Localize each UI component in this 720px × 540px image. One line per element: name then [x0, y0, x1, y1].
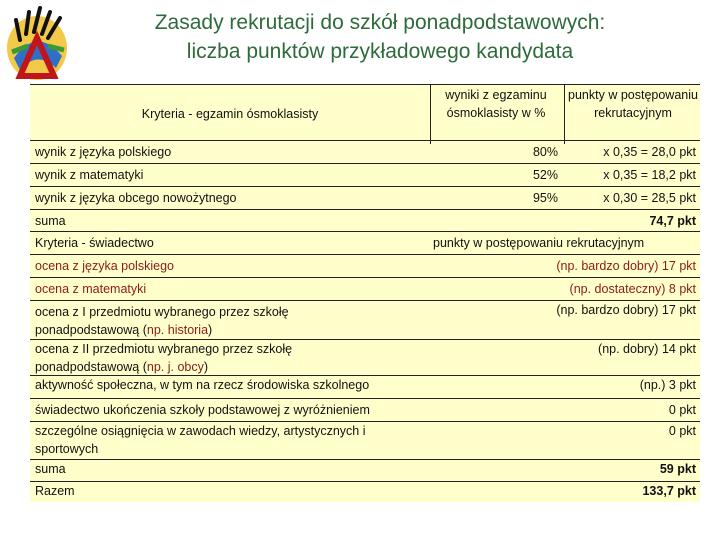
exam-row-percent: 95%: [532, 191, 558, 205]
cert-row-activity: [30, 375, 700, 398]
exam-sum-label: suma: [35, 214, 66, 228]
cert-row-label: świadectwo ukończenia szkoły podstawowej z wyróżnieniem: [35, 403, 370, 417]
cert-row-polish: [30, 254, 700, 277]
cert-row-label: ocena z matematyki: [35, 282, 147, 296]
certificate-sum-value: 59 pkt: [659, 462, 696, 476]
cert-row-value: (np. dostateczny) 8 pkt: [569, 282, 696, 296]
exam-row-math: [30, 163, 700, 186]
exam-row-label: wynik z matematyki: [35, 168, 144, 182]
page-title: [80, 8, 680, 66]
cert-row-label: szczególne osiągnięcia w zawodach wiedzy, artystycznych i sportowych: [35, 424, 366, 456]
cert-row-subject-2: [30, 339, 700, 378]
exam-row-points: x 0,35 = 18,2 pkt: [603, 168, 696, 182]
cert-row-value: 0 pkt: [668, 424, 696, 438]
cert-row-label: [35, 303, 335, 339]
points-table: [30, 84, 700, 502]
exam-row-label: wynik z języka obcego nowożytnego: [35, 191, 237, 205]
total-label: Razem: [35, 484, 75, 498]
title-line-1: Zasady rekrutacji do szkół ponadpodstawowych:: [154, 11, 606, 34]
cert-row-label-text: ocena z I przedmiotu wybranego przez szkołę ponadpodstawową (: [35, 305, 289, 337]
exam-row-foreign: [30, 186, 700, 209]
certificate-sum-label: suma: [35, 462, 66, 476]
certificate-header-row: [30, 231, 700, 254]
column-divider: [430, 84, 431, 144]
cert-row-value: (np. bardzo dobry) 17 pkt: [556, 303, 696, 317]
cert-row-label-close: ): [208, 323, 213, 337]
total-row: [30, 481, 700, 503]
cert-row-label: ocena z języka polskiego: [35, 259, 174, 273]
exam-row-label: wynik z języka polskiego: [35, 145, 172, 159]
title-line-2: liczba punktów przykładowego kandydata: [186, 40, 574, 63]
exam-criteria-header: Kryteria - egzamin ósmoklasisty: [141, 107, 319, 121]
cert-row-value: (np. bardzo dobry) 17 pkt: [556, 259, 696, 273]
exam-results-header: wyniki z egzaminu ósmoklasisty w %: [445, 88, 547, 120]
cert-row-value: (np.) 3 pkt: [639, 378, 696, 392]
column-divider: [564, 84, 565, 144]
cert-row-value: 0 pkt: [668, 403, 696, 417]
cert-row-math: [30, 277, 700, 300]
exam-header-row: [30, 84, 700, 145]
exam-row-points: x 0,30 = 28,5 pkt: [603, 191, 696, 205]
exam-row-percent: 52%: [532, 168, 558, 182]
cert-row-label-close: ): [203, 360, 209, 374]
total-value: 133,7 pkt: [642, 484, 696, 498]
cert-row-achievements: [30, 421, 700, 462]
exam-sum-row: [30, 209, 700, 232]
exam-sum-value: 74,7 pkt: [649, 214, 696, 228]
school-logo: [4, 6, 70, 82]
cert-row-example: np. historia: [146, 323, 209, 337]
cert-row-honors: [30, 398, 700, 421]
cert-row-label: aktywność społeczna, w tym na rzecz środowiska szkolnego: [35, 378, 370, 392]
exam-row-polish: [30, 140, 700, 163]
cert-row-example: np. j. obcy: [146, 360, 204, 374]
exam-row-percent: 80%: [532, 145, 558, 159]
exam-points-header: punkty w postępowaniu rekrutacyjnym: [568, 88, 698, 120]
cert-row-label: [35, 340, 335, 376]
certificate-points-header: punkty w postępowaniu rekrutacyjnym: [433, 236, 645, 250]
exam-row-points: x 0,35 = 28,0 pkt: [603, 145, 696, 159]
cert-row-subject-1: [30, 300, 700, 341]
certificate-criteria-header: Kryteria - świadectwo: [35, 236, 154, 250]
cert-row-value: (np. dobry) 14 pkt: [598, 342, 696, 356]
cert-row-label-text: ocena z II przedmiotu wybranego przez szkołę ponadpodstawową (: [35, 342, 293, 374]
certificate-sum-row: [30, 459, 700, 482]
